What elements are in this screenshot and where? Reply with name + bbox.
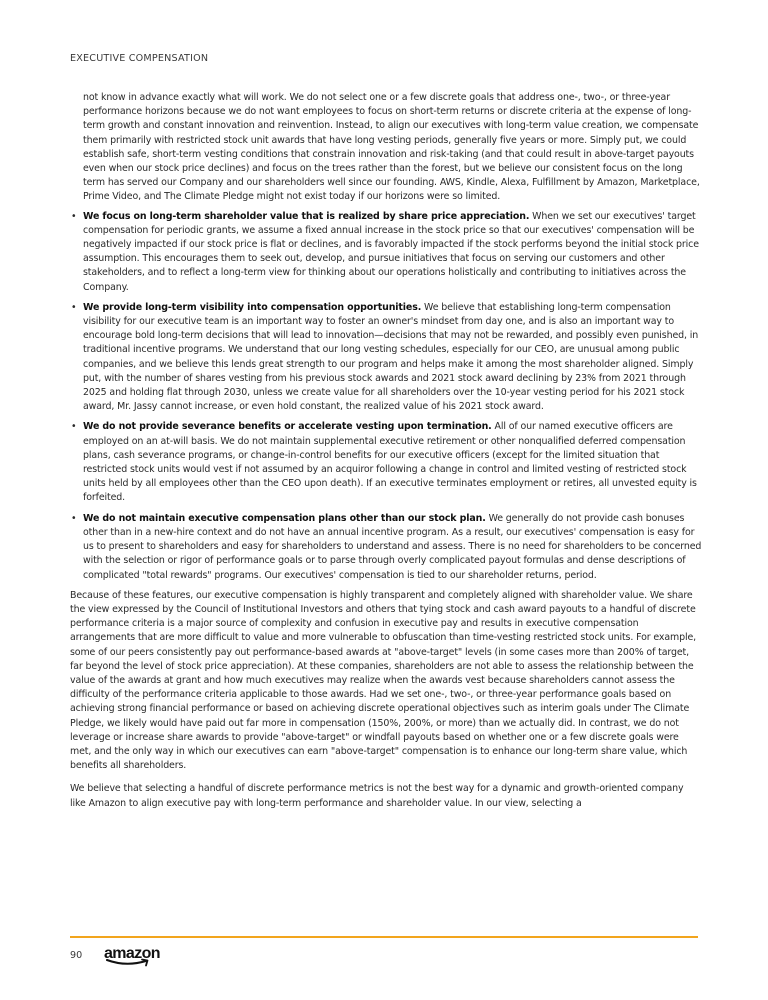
intro-paragraph: not know in advance exactly what will work. We do not select one or a few discrete goals that address one-, two-, or three-year performance horizons because we do not want employees to focus on short-term returns or discrete criteria at the expense of long-term growth and constant innovation and reinvention. Instead, to align our executives with long-term value creation, we compensate them primarily with restricted stock unit awards that have long vesting periods, generally five years or more. Simply put, we could establish safe, short-term vesting conditions that constrain innovation and risk-taking (and that could result in above-target payouts even when our stock price declines) and focus on the trees rather than the forest, but we believe our consistent focus on the long term has served our Company and our shareholders well since our founding. AWS, Kindle, Alexa, Fulfillment by Amazon, Marketplace, Prime Video, and The Climate Pledge might not exist today if our horizons were so limited. bbox=[83, 92, 700, 203]
list-item bbox=[70, 420, 702, 505]
bullet-icon: • bbox=[71, 210, 77, 222]
list-item bbox=[70, 301, 702, 415]
smile-arrow-icon bbox=[106, 958, 152, 967]
logo-wordmark: amazon bbox=[104, 945, 160, 962]
list-item bbox=[70, 512, 702, 583]
list-item bbox=[70, 210, 702, 295]
body-content bbox=[70, 91, 702, 811]
paragraph-metrics: We believe that selecting a handful of discrete performance metrics is not the best way for a dynamic and growth-oriented company like Amazon to align executive pay with long-term performance and shareholder value. In our view, selecting a bbox=[70, 783, 684, 809]
bullet-icon: • bbox=[71, 301, 77, 313]
bullet-heading: We do not maintain executive compensation plans other than our stock plan. bbox=[83, 512, 486, 524]
bullet-text: We believe that establishing long-term compensation visibility for our executive team is an important way to foster an owner's mindset from day one, and is also an important way to encourage bold long-term decisions that will lead to innovation—decisions that may not be rewarded, and possibly even punished, in traditional incentive programs. We understand that our long vesting schedules, especially for our CEO, are unusual among public companies, and we believe this lends great strength to our program and helps make it among the most shareholder aligned. Simply put, with the number of shares vesting from his previous stock awards and 2021 stock award declining by 23% from 2021 through 2025 and holding flat through 2030, unless we create value for all shareholders over the 10-year vesting period for his 2021 stock award, Mr. Jassy cannot increase, or even hold constant, the realized value of his 2021 stock award. bbox=[83, 301, 699, 413]
section-header: EXECUTIVE COMPENSATION bbox=[70, 53, 209, 64]
paragraph-transparency: Because of these features, our executive compensation is highly transparent and completely aligned with shareholder value. We share the view expressed by the Council of Institutional Investors and others that tying stock and cash award payouts to a handful of discrete performance criteria is a major source of complexity and confusion in executive pay and results in executive compensation arrangements that are more difficult to value and more vulnerable to obfuscation than time-vesting restricted stock units. For example, some of our peers consistently pay out performance-based awards at "above-target" levels (in some cases more than 200% of target, far beyond the level of stock price appreciation). At these companies, shareholders are not able to assess the relationship between the value of the awards at grant and how much executives may realize when the awards vest because shareholders cannot assess the difficulty of the performance criteria applicable to those awards. Had we set one-, two-, or three-year performance goals based on achieving strong financial performance or based on achieving discrete operational objectives such as interim goals under The Climate Pledge, we likely would have paid out far more in compensation (150%, 200%, or more) than we actually did. In contrast, we do not leverage or increase share awards to provide "above-target" or windfall payouts based on whether one or a few discrete goals were met, and the only way in which our executives can earn "above-target" compensation is to enhance our long-term share value, which benefits all shareholders. bbox=[70, 589, 697, 772]
amazon-logo bbox=[104, 945, 164, 969]
bullet-heading: We provide long-term visibility into compensation opportunities. bbox=[83, 301, 422, 313]
bullet-text: All of our named executive officers are employed on an at-will basis. We do not maintain supplemental executive retirement or other nonqualified deferred compensation plans, cash severance programs, or change-in-control benefits for our executive officers (except for the limited situation that restricted stock units would vest if not assumed by an acquiror following a change in control and limited vesting of restricted stock units held by all employees other than the CEO upon death). If an executive terminates employment or retires, all unvested equity is forfeited. bbox=[83, 421, 697, 504]
bullet-icon: • bbox=[71, 512, 77, 524]
bullet-heading: We focus on long-term shareholder value that is realized by share price appreciation. bbox=[83, 210, 530, 222]
bullet-heading: We do not provide severance benefits or accelerate vesting upon termination. bbox=[83, 421, 492, 433]
page-number: 90 bbox=[70, 950, 83, 961]
feature-list bbox=[70, 210, 702, 583]
bullet-text: We generally do not provide cash bonuses other than in a new-hire context and do not have an annual incentive program. As a result, our executives' compensation is easy for us to present to shareholders and easy for shareholders to understand and assess. There is no need for shareholders to be concerned with the selection or rigor of performance goals or to parse through overly complicated payout formulas and dense descriptions of complicated "total rewards" programs. Our executives' compensation is tied to our shareholder returns, period. bbox=[83, 512, 702, 581]
bullet-text: When we set our executives' target compensation for periodic grants, we assume a fixed annual increase in the stock price so that our executives' compensation will be negatively impacted if our stock price is flat or declines, and is favorably impacted if the stock performs beyond the initial stock price assumption. This encourages them to seek out, develop, and pursue initiatives that focus on serving our customers and other stakeholders, and to reflect a long-term view for thinking about our operations holistically and contributing to initiatives across the Company. bbox=[83, 210, 699, 293]
footer-divider bbox=[70, 936, 698, 938]
bullet-icon: • bbox=[71, 421, 77, 433]
